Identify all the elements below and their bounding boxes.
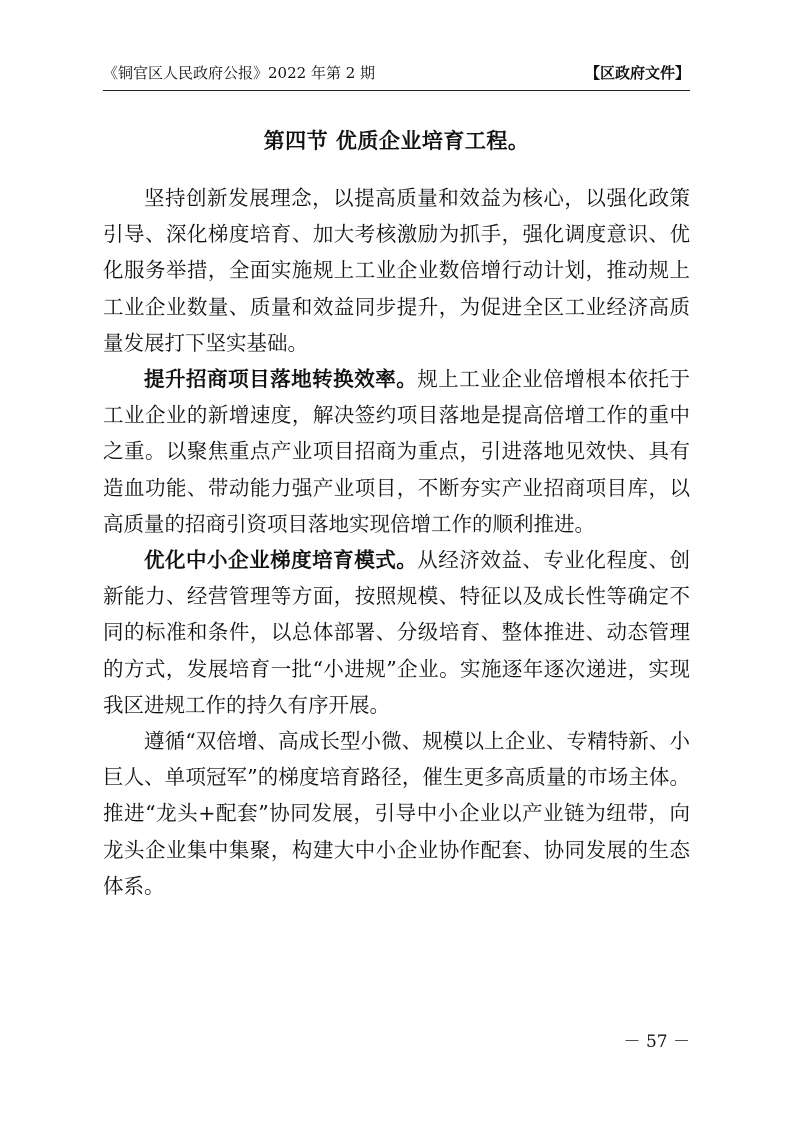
paragraph-lead: 提升招商项目落地转换效率。 (144, 367, 418, 392)
paragraph-1 (103, 180, 690, 361)
paragraph-lead: 优化中小企业梯度培育模式。 (144, 548, 418, 573)
page-header (103, 62, 690, 86)
paragraph-text: 规上工业企业倍增根本依托于工业企业的新增速度，解决签约项目落地是提高倍增工作的重中之重。以聚焦重点产业项目招商为重点，引进落地见效快、具有造血功能、带动能力强产业项目，不断夯实产业招商项目库，以高质量的招商引资项目落地实现倍增工作的顺利推进。 (103, 367, 691, 536)
header-divider (103, 90, 690, 91)
publication-title: 《铜官区人民政府公报》2022 年第 2 期 (103, 64, 376, 82)
paragraph-text: 从经济效益、专业化程度、创新能力、经营管理等方面，按照规模、特征以及成长性等确定不同的标准和条件，以总体部署、分级培育、整体推进、动态管理的方式，发展培育一批“小进规”企业。实施逐年逐次递进，实现我区进规工作的持久有序开展。 (103, 548, 691, 717)
paragraph-2 (103, 361, 690, 542)
paragraph-3 (103, 542, 690, 723)
page-number: － 57 － (623, 1032, 690, 1052)
paragraph-text: 坚持创新发展理念，以提高质量和效益为核心，以强化政策引导、深化梯度培育、加大考核激励为抓手，强化调度意识、优化服务举措，全面实施规上工业企业数倍增行动计划，推动规上工业企业数量、质量和效益同步提升，为促进全区工业经济高质量发展打下坚实基础。 (103, 186, 690, 355)
document-body (103, 180, 690, 904)
paragraph-4 (103, 723, 690, 904)
section-tag: 【区政府文件】 (584, 64, 690, 82)
paragraph-text: 遵循“双倍增、高成长型小微、规模以上企业、专精特新、小巨人、单项冠军”的梯度培育路径，催生更多高质量的市场主体。推进“龙头+配套”协同发展，引导中小企业以产业链为纽带，向龙头企业集中集聚，构建大中小企业协作配套、协同发展的生态体系。 (103, 729, 690, 898)
section-title: 第四节 优质企业培育工程。 (263, 129, 530, 153)
